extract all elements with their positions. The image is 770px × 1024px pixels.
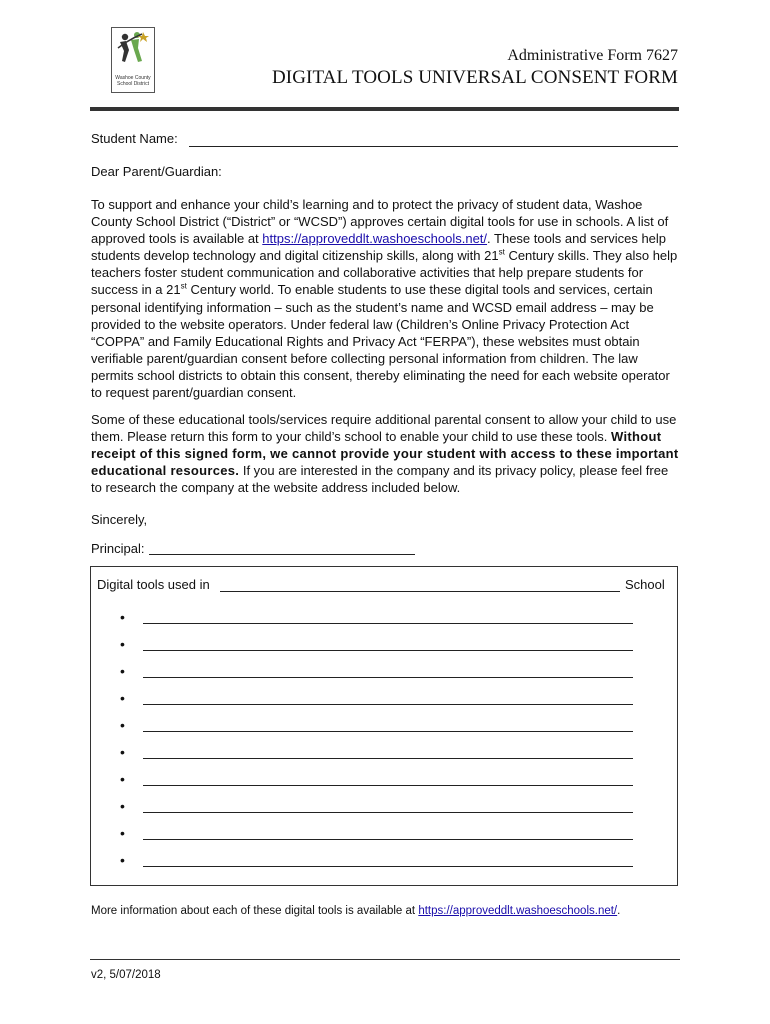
tool-list-item <box>120 611 640 629</box>
footer-divider <box>90 959 680 960</box>
superscript-st: st <box>498 247 505 257</box>
tool-list-item <box>120 665 640 683</box>
district-logo-icon <box>112 28 154 74</box>
school-label: School <box>625 577 665 592</box>
bullet: • <box>120 717 125 733</box>
tool-list-item <box>120 827 640 845</box>
salutation: Dear Parent/Guardian: <box>91 164 222 179</box>
bullet: • <box>120 798 125 814</box>
tool-entry-field[interactable] <box>143 677 633 678</box>
tool-list-item <box>120 854 640 872</box>
tool-entry-field[interactable] <box>143 623 633 624</box>
district-logo <box>111 27 155 93</box>
more-info-link[interactable]: https://approveddlt.washoeschools.net/ <box>418 905 618 917</box>
consent-paragraph <box>91 411 681 496</box>
tool-entry-field[interactable] <box>143 650 633 651</box>
tool-entry-field[interactable] <box>143 839 633 840</box>
digital-tools-label: Digital tools used in <box>97 577 210 592</box>
tool-list-item <box>120 773 640 791</box>
tool-entry-field[interactable] <box>143 812 633 813</box>
tool-list-item <box>120 746 640 764</box>
form-number: Administrative Form 7627 <box>507 47 678 64</box>
closing: Sincerely, <box>91 512 148 527</box>
consent-text-2: If you are interested in the company and its privacy policy, please feel free to research the company at the website address included below. <box>91 463 669 496</box>
bullet: • <box>120 609 125 625</box>
intro-paragraph <box>91 196 681 401</box>
consent-text-1: Some of these educational tools/services require additional parental consent to allow your child to use them. Please return this form to your child’s school to enable your child to use these tools. <box>91 412 677 445</box>
principal-field[interactable] <box>149 554 415 555</box>
form-title: DIGITAL TOOLS UNIVERSAL CONSENT FORM <box>271 67 678 88</box>
tool-entry-field[interactable] <box>143 731 633 732</box>
bullet: • <box>120 744 125 760</box>
superscript-st: st <box>180 282 187 292</box>
bullet: • <box>120 771 125 787</box>
intro-text-1: To support and enhance your child’s learning and to protect the privacy of student data, Washoe County School District (“District” or “WCSD”) approves certain digital tools for use in schools. A list of approved tools is available at <box>91 197 669 247</box>
intro-text-4: Century world. To enable students to use these digital tools and services, certain personal identifying information – such as the student’s name and WCSD email address – may be provided to the website operators. Under federal law (Children’s Online Privacy Protection Act “COPPA” and Family Educational Rights and Privacy Act “FERPA”), these websites must obtain verifiable parent/guardian consent before collecting personal information from children. The law permits school districts to obtain this consent, thereby eliminating the need for each website operator to request parent/guardian consent. <box>91 282 670 401</box>
principal-label: Principal: <box>91 541 145 556</box>
school-name-field[interactable] <box>220 591 620 592</box>
logo-line-2: School District <box>117 81 149 87</box>
logo-line-1: Washoe County <box>115 75 151 81</box>
tool-entry-field[interactable] <box>143 785 633 786</box>
header-divider <box>90 107 679 111</box>
bullet: • <box>120 852 125 868</box>
approved-tools-link[interactable]: https://approveddlt.washoeschools.net/ <box>262 231 488 247</box>
more-info-end: . <box>617 905 621 917</box>
tool-list-item <box>120 692 640 710</box>
tool-entry-field[interactable] <box>143 704 633 705</box>
more-info-label: More information about each of these digital tools is available at <box>91 905 419 917</box>
bullet: • <box>120 825 125 841</box>
intro-text-3: Century skills. They also help teachers foster student communication and collaborative activities that help prepare students for success in a 21 <box>91 248 678 298</box>
bullet: • <box>120 663 125 679</box>
tool-entry-field[interactable] <box>143 758 633 759</box>
tool-entry-field[interactable] <box>143 866 633 867</box>
student-name-label: Student Name: <box>91 131 178 146</box>
tool-list-item <box>120 638 640 656</box>
tool-list-item <box>120 719 640 737</box>
consent-bold-text: Without receipt of this signed form, we cannot provide your student with access to these important educational resources. <box>91 429 679 479</box>
student-name-field[interactable] <box>189 146 678 147</box>
more-info-text <box>91 905 620 917</box>
bullet: • <box>120 690 125 706</box>
bullet: • <box>120 636 125 652</box>
tool-list-item <box>120 800 640 818</box>
intro-text-2: . These tools and services help students develop technology and digital citizenship skills, along with 21 <box>91 231 667 264</box>
version-label: v2, 5/07/2018 <box>91 969 161 981</box>
